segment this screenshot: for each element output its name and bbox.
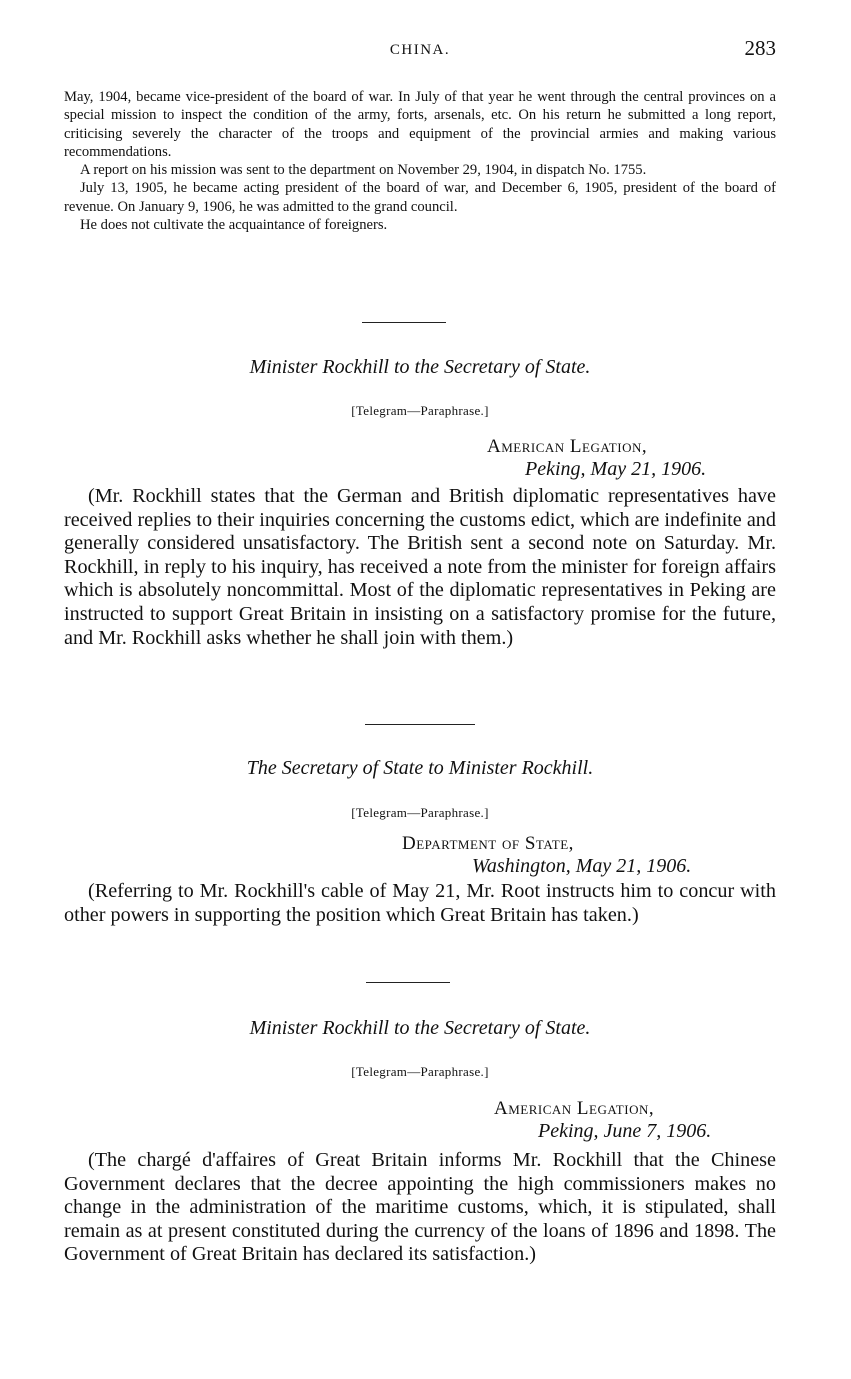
intro-paragraph: May, 1904, became vice-president of the board of war. In July of that year he went through the central provinces on a special mission to inspect the condition of the army, forts, arsenals, etc. On his return he submitted a long report, criticising severely the character of the troops and equipment of the provincial armies and making various recommendations. [64, 89, 776, 160]
document-subheading: [Telegram—Paraphrase.] [351, 403, 489, 418]
document-sender: American Legation, [494, 1098, 655, 1119]
running-title: CHINA. [389, 42, 451, 58]
document-body-paragraph: (Referring to Mr. Rockhill's cable of May 21, Mr. Root instructs him to concur with other powers in supporting the position which Great Britain has taken.) [64, 880, 776, 926]
document-body-paragraph: (Mr. Rockhill states that the German and British diplomatic representatives have received replies to their inquiries concerning the customs edict, which are indefinite and generally considered unsatisfactory. The British sent a second note on Saturday. Mr. Rockhill, in reply to his inquiry, has received a note from the minister for foreign affairs which is absolutely noncommittal. Most of the diplomatic representatives in Peking are instructed to support Great Britain in insisting on a satisfactory promise for the future, and Mr. Rockhill asks whether he shall join with them.) [64, 485, 776, 649]
page-number: 283 [744, 36, 776, 60]
document-heading: The Secretary of State to Minister Rockhill. [246, 757, 594, 779]
document-dateline: Peking, June 7, 1906. [538, 1120, 712, 1142]
document-body [64, 880, 776, 927]
intro-paragraph: He does not cultivate the acquaintance of foreigners. [80, 217, 388, 234]
document-sender: American Legation, [487, 436, 648, 457]
document-subheading: [Telegram—Paraphrase.] [351, 1064, 489, 1079]
document-dateline: Peking, May 21, 1906. [525, 458, 707, 480]
document-body [64, 1149, 776, 1267]
document-dateline: Washington, May 21, 1906. [472, 855, 692, 877]
section-divider [365, 724, 475, 725]
section-divider [362, 322, 446, 323]
section-divider [366, 982, 450, 983]
document-heading: Minister Rockhill to the Secretary of State. [249, 1017, 591, 1039]
document-sender: Department of State, [402, 833, 574, 854]
running-head [64, 36, 776, 62]
document-heading: Minister Rockhill to the Secretary of State. [249, 356, 591, 378]
document-body [64, 485, 776, 650]
document-subheading: [Telegram—Paraphrase.] [351, 805, 489, 820]
intro-paragraph: A report on his mission was sent to the department on November 29, 1904, in dispatch No. 1755. [80, 162, 647, 179]
intro-text [64, 88, 776, 234]
intro-paragraph: July 13, 1905, he became acting president of the board of war, and December 6, 1905, president of the board of revenue. On January 9, 1906, he was admitted to the grand council. [64, 180, 776, 215]
document-body-paragraph: (The chargé d'affaires of Great Britain informs Mr. Rockhill that the Chinese Government declares that the decree appointing the high commissioners makes no change in the administration of the maritime customs, which, it is stipulated, shall remain as at present constituted during the currency of the loans of 1896 and 1898. The Government of Great Britain has declared its satisfaction.) [64, 1149, 776, 1266]
